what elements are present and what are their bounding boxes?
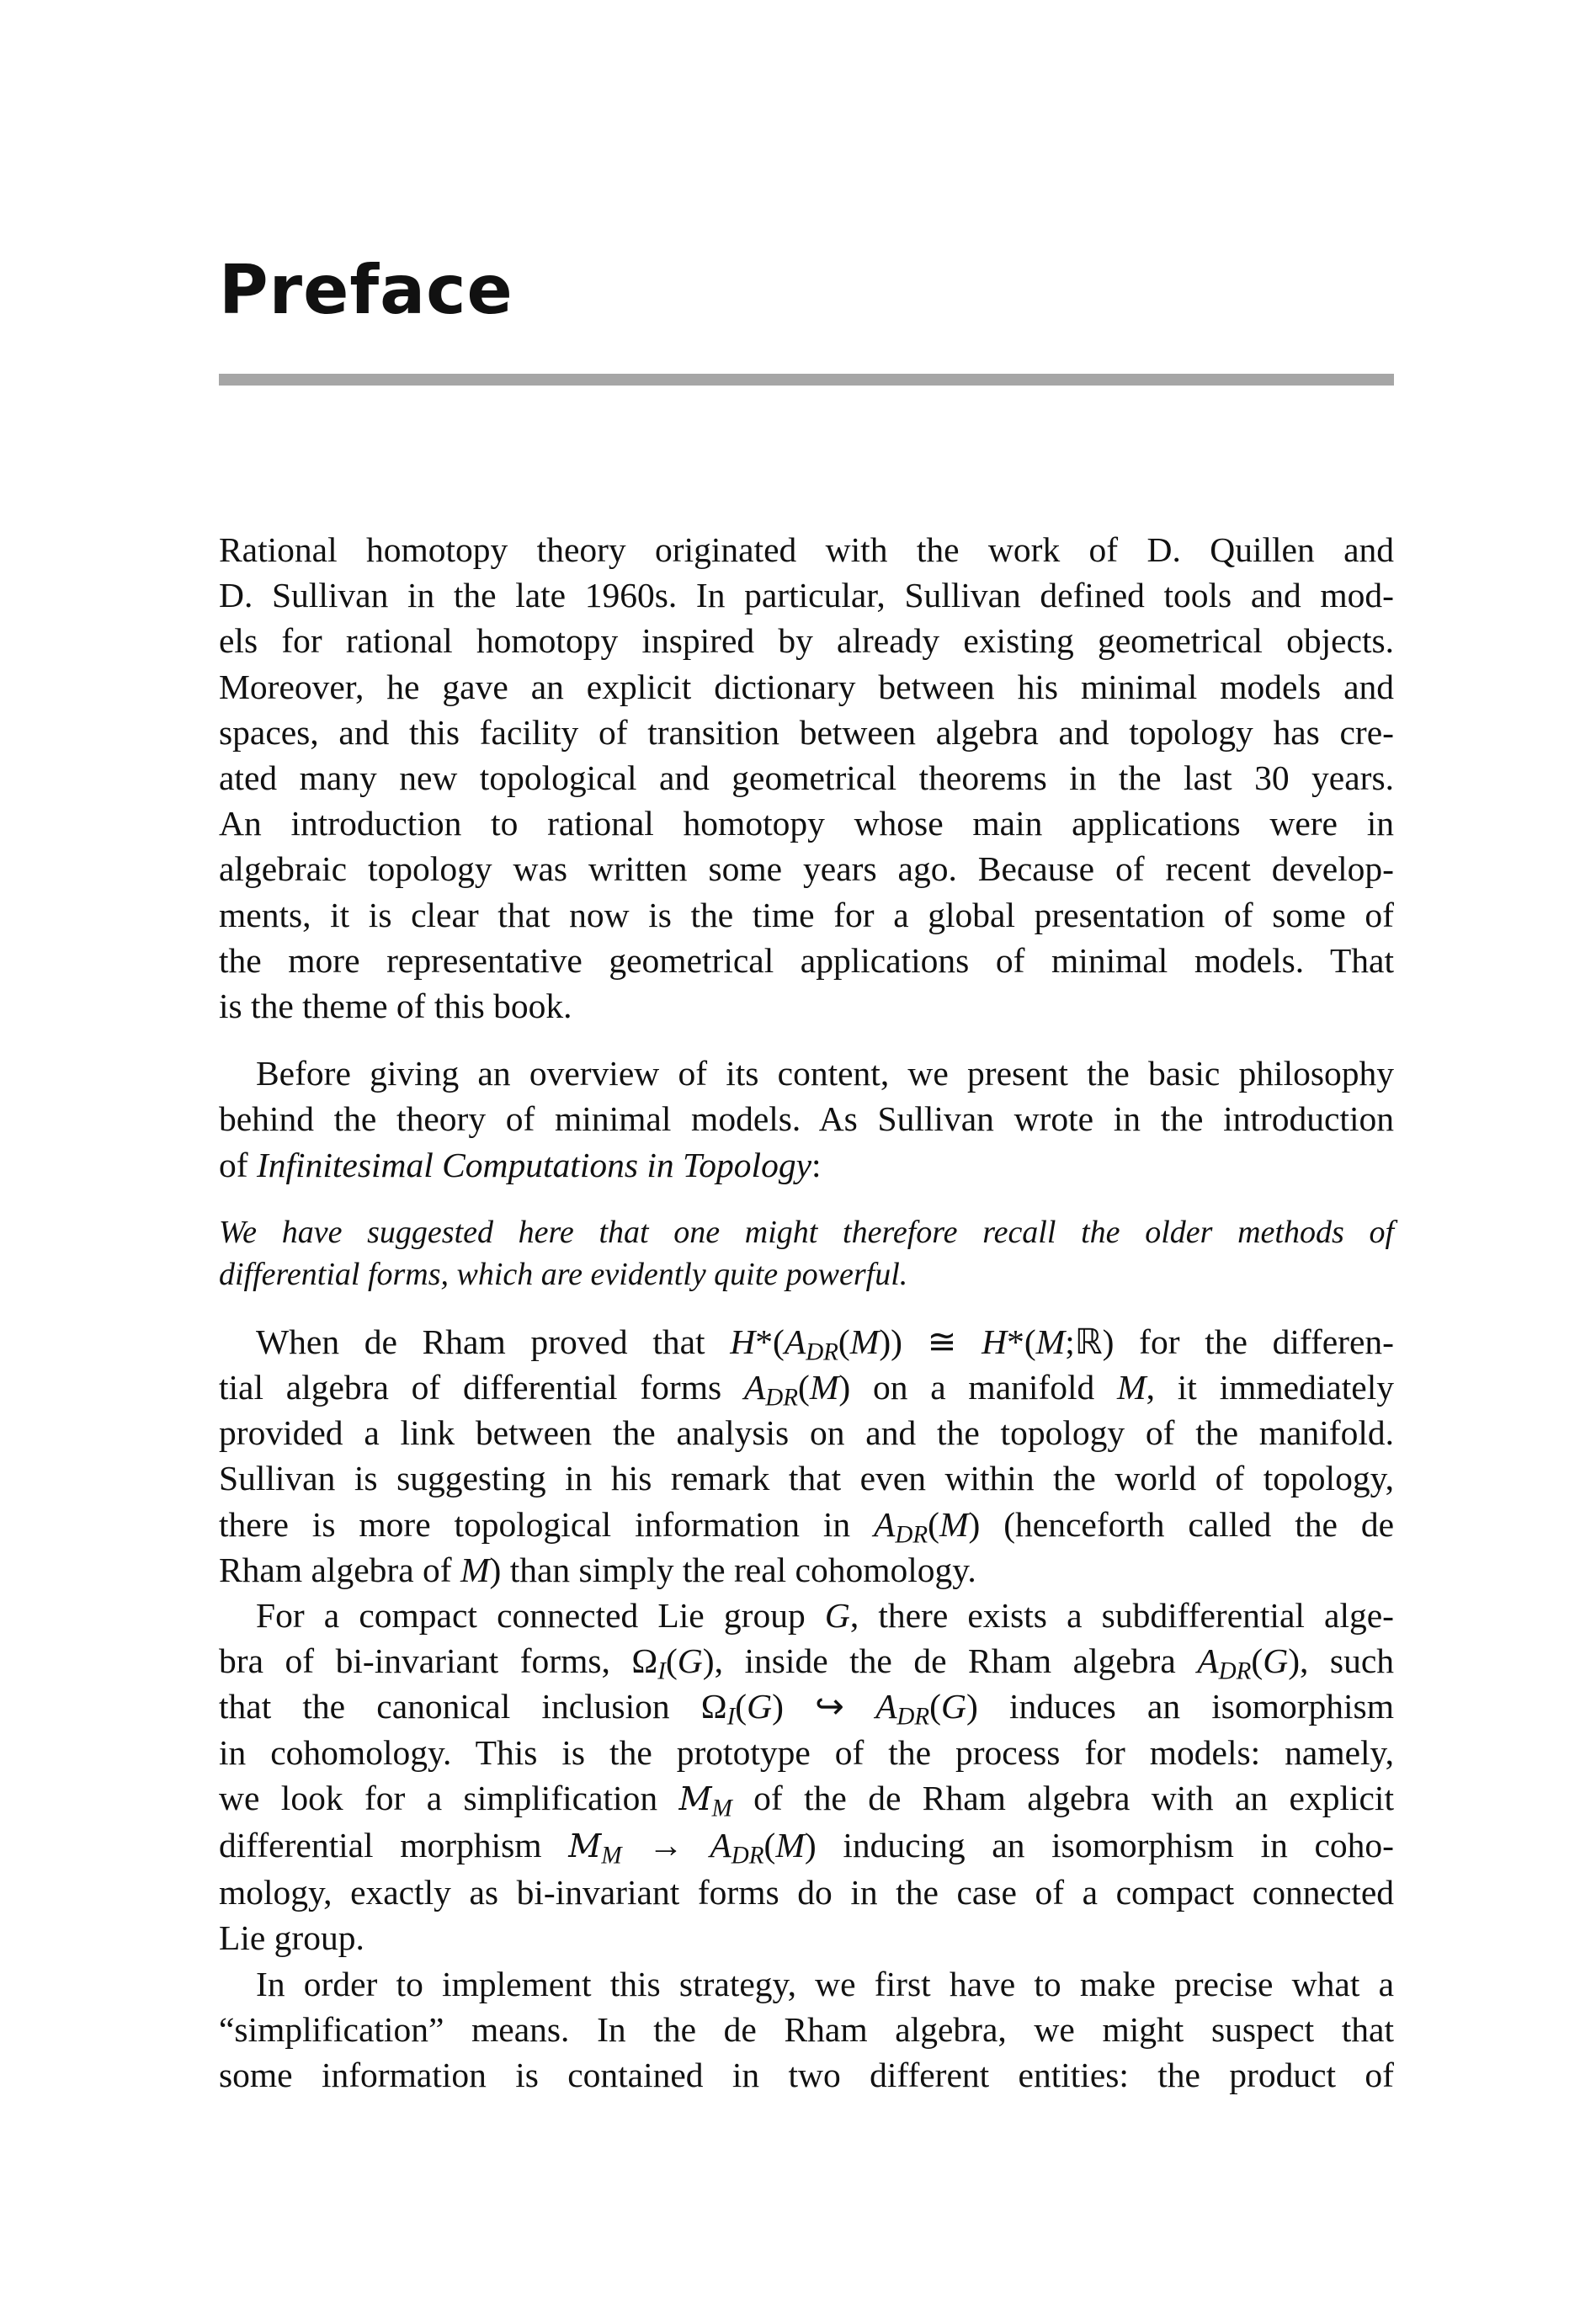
text-run: tial algebra of differential forms (219, 1368, 744, 1407)
paragraph-4 (219, 1593, 1394, 1961)
text-run: (henceforth called the de (980, 1504, 1394, 1544)
text-line: tial algebra of differential forms $A_{DR}(M)$ on a manifold M, it immediately (219, 1368, 1395, 1412)
text-line: D. Sullivan in the late 1960s. In particular, Sullivan defined tools and mod- (219, 576, 1394, 615)
math-iso: ≅ (902, 1322, 982, 1361)
text-line: In order to implement this strategy, we first have to make precise what a (256, 1964, 1394, 2003)
body-text (219, 527, 1394, 2098)
math-m: M (1117, 1368, 1146, 1407)
math-m: M (775, 1826, 805, 1865)
math-dr: DR (806, 1338, 838, 1366)
text-line: mology, exactly as bi-invariant forms do in the case of a compact connected (219, 1873, 1394, 1912)
math-m: M (460, 1550, 490, 1589)
text-run: Rham algebra of (219, 1550, 460, 1589)
text-run: , such (1300, 1641, 1394, 1681)
text-line: bra of bi-invariant forms, $\Omega_I(G)$, inside the de Rham algebra $A_{DR}(G)$, such (219, 1641, 1394, 1685)
math-m: M (939, 1504, 969, 1544)
math-dr: DR (731, 1842, 764, 1870)
text-run: that the canonical inclusion (219, 1687, 701, 1726)
paragraph-5 (219, 1961, 1394, 2099)
chapter-title: Preface (219, 251, 513, 329)
text-line (219, 1593, 1394, 1638)
math-g: G (677, 1641, 703, 1681)
math-h: H (730, 1322, 756, 1361)
math-m: M (1035, 1322, 1066, 1361)
math-g: G (824, 1596, 850, 1636)
math-a: A (743, 1368, 766, 1407)
text-run: ) than simply the real cohomology. (489, 1550, 976, 1589)
math-m-sub: M (601, 1842, 622, 1870)
quote-line: differential forms, which are evidently quite powerful. (219, 1256, 908, 1292)
text-line: “simplification” means. In the de Rham algebra, we might suspect that (219, 2009, 1394, 2049)
math-a: A (874, 1504, 896, 1544)
text-line: is the theme of this book. (219, 987, 572, 1026)
text-run: When de Rham proved that (256, 1322, 731, 1361)
text-line: ated many new topological and geometrical theorems in the last 30 years. (219, 758, 1394, 798)
math-g: G (1263, 1641, 1289, 1681)
text-line: provided a link between the analysis on and the topology of the manifold. (219, 1413, 1394, 1453)
text-line: ments, it is clear that now is the time for a global presentation of some of (219, 895, 1394, 934)
paragraph-3 (219, 1319, 1394, 1593)
math-i: I (657, 1657, 666, 1685)
text-line: Rational homotopy theory originated with the work of D. Quillen and (219, 530, 1394, 569)
math-cal-m: M (568, 1828, 602, 1866)
text-line: Moreover, he gave an explicit dictionary between his minimal models and (219, 667, 1394, 706)
math-m: M (849, 1322, 880, 1361)
math-h: H (982, 1322, 1008, 1361)
text-line (219, 1775, 1394, 1822)
text-line: Before giving an overview of its content, we present the basic philosophy (256, 1054, 1394, 1093)
text-line: An introduction to rational homotopy whose main applications were in (219, 804, 1394, 843)
text-line: that the canonical inclusion $\Omega_I(G)$ ↪ $A_{DR}(G)$ induces an isomorphism (219, 1687, 1394, 1731)
text-line: differential morphism $M_M \to A_{DR}(M)$ inducing an isomorphism in coho- (219, 1826, 1394, 1870)
text-line: When de Rham proved that $H*(A_{DR}(M))$ ≅ H*(M;ℝ) for the differen- (256, 1322, 1394, 1366)
math-cal-m: M (678, 1780, 712, 1818)
text-run: , there exists a subdifferential alge- (849, 1596, 1394, 1636)
text-line (219, 1547, 1394, 1593)
text-line: els for rational homotopy inspired by already existing geometrical objects. (219, 621, 1394, 661)
text-line: Sullivan is suggesting in his remark that even within the world of topology, (219, 1459, 1394, 1498)
math-star: * (755, 1322, 773, 1361)
text-run: for the differen- (1114, 1322, 1394, 1361)
math-i: I (726, 1703, 736, 1731)
math-omega: Ω (631, 1641, 658, 1681)
text-run: : (811, 1145, 822, 1184)
math-hookarrow: ↪ (783, 1687, 876, 1726)
math-m-sub: M (711, 1795, 732, 1822)
math-dr: DR (1218, 1657, 1252, 1685)
text-run: induces an isomorphism (977, 1687, 1394, 1726)
text-run: differential morphism (219, 1826, 569, 1865)
text-run: , it immediately (1146, 1368, 1395, 1407)
text-run: we look for a simplification (219, 1778, 679, 1817)
math-omega: Ω (700, 1687, 727, 1726)
text-run: inducing an isomorphism in coho- (816, 1826, 1394, 1865)
math-dr: DR (765, 1384, 798, 1412)
text-run: of the de Rham algebra with an explicit (732, 1778, 1394, 1817)
math-a: A (710, 1826, 732, 1865)
block-quote (219, 1211, 1394, 1295)
book-title: Infinitesimal Computations in Topology (256, 1145, 812, 1184)
text-line: there is more topological information in $A_{DR}(M)$ (henceforth called the de (219, 1504, 1394, 1548)
math-arrow: → (621, 1826, 710, 1865)
math-a: A (784, 1322, 806, 1361)
quote-line: We have suggested here that one might therefore recall the older methods of (219, 1214, 1394, 1250)
math-a: A (1197, 1641, 1219, 1681)
text-run: bra of bi-invariant forms, (219, 1641, 632, 1681)
math-star: * (1007, 1322, 1024, 1361)
math-reals: ;ℝ) (1065, 1322, 1115, 1361)
text-line (219, 1142, 1394, 1188)
text-run: For a compact connected Lie group (256, 1596, 825, 1636)
math-a: A (875, 1687, 897, 1726)
text-line: algebraic topology was written some years ago. Because of recent develop- (219, 849, 1394, 889)
math-g: G (940, 1687, 966, 1726)
text-line: some information is contained in two different entities: the product of (219, 2056, 1394, 2095)
math-dr: DR (896, 1703, 930, 1731)
text-run: there is more topological information in (219, 1504, 875, 1544)
math-g: G (747, 1687, 773, 1726)
text-run: of (219, 1145, 257, 1184)
text-line: behind the theory of minimal models. As Sullivan wrote in the introduction (219, 1099, 1394, 1139)
paragraph-1 (219, 527, 1394, 1029)
text-run: on a manifold (850, 1368, 1118, 1407)
text-run: , inside the de Rham algebra (714, 1641, 1198, 1681)
text-line: in cohomology. This is the prototype of the process for models: namely, (219, 1732, 1394, 1772)
paragraph-2 (219, 1051, 1394, 1188)
math-m: M (809, 1368, 839, 1407)
math-dr: DR (895, 1520, 928, 1548)
text-line: Lie group. (219, 1918, 364, 1958)
title-rule (219, 374, 1394, 386)
text-line: the more representative geometrical applications of minimal models. That (219, 940, 1394, 980)
text-line: spaces, and this facility of transition between algebra and topology has cre- (219, 712, 1394, 752)
